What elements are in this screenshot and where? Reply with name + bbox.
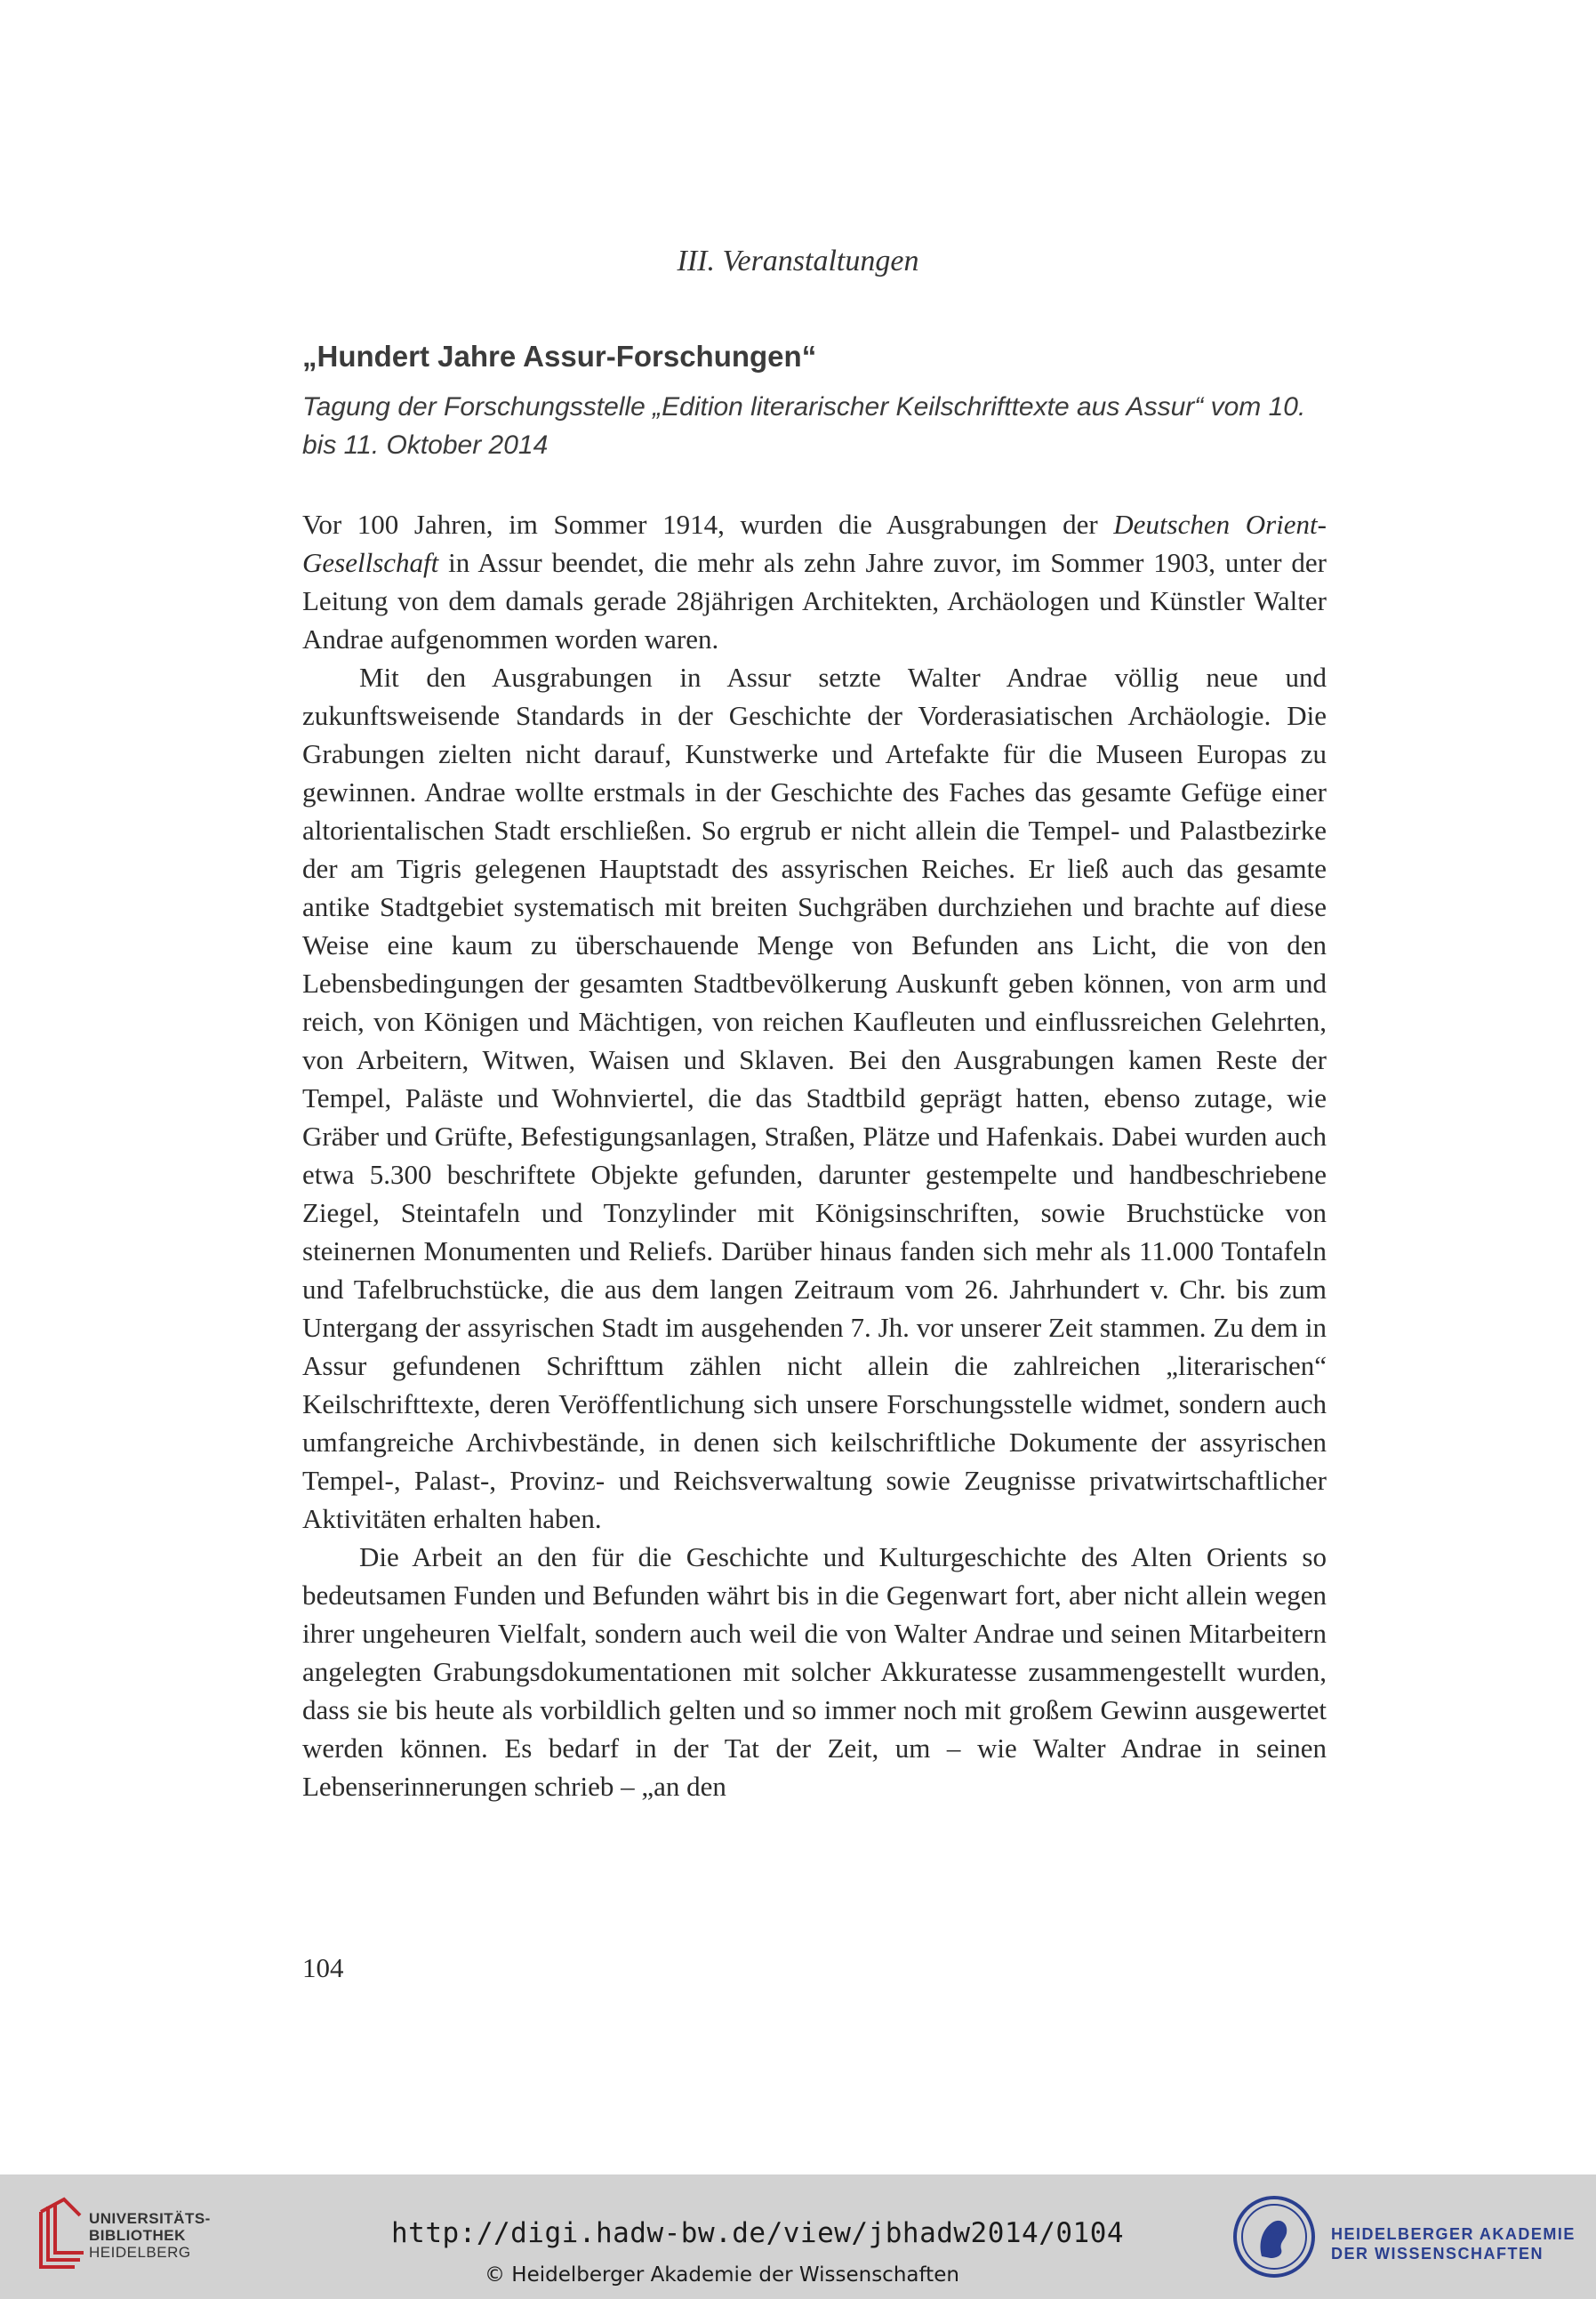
paragraph-1-end: in Assur beendet, die mehr als zehn Jahre zuvor, im Sommer 1903, unter der Leitung von dem damals gerade 28jährigen Architekten, Archäologen und Künstler Walter Andrae aufgenommen worden waren. <box>302 547 1327 655</box>
ub-line-1: UNIVERSITÄTS- <box>89 2210 211 2227</box>
copyright-notice: © Heidelberger Akademie der Wissenschaften <box>485 2263 959 2287</box>
page-number: 104 <box>302 1952 344 1983</box>
running-head: III. Veranstaltungen <box>677 245 919 277</box>
footer-bar <box>0 2174 1596 2299</box>
university-library-name <box>89 2210 211 2261</box>
paragraph-1 <box>302 505 1327 658</box>
paragraph-1-italic: Deutschen Orient-Gesellschaft <box>302 509 1327 578</box>
academy-line-1: HEIDELBERGER AKADEMIE <box>1331 2225 1576 2243</box>
ub-line-2: BIBLIOTHEK <box>89 2227 186 2244</box>
paragraph-2: Mit den Ausgrabungen in Assur setzte Walter Andrae völlig neue und zukunftsweisende Standards in der Geschichte der Vorderasiatischen Archäologie. Die Grabungen zielten nicht darauf, Kunstwerke und Artefakte für die Museen Europas zu gewinnen. Andrae wollte erstmals in der Geschichte des Faches das gesamte Gefüge einer altorientalischen Stadt erschließen. So ergrub er nicht allein die Tempel- und Palastbezirke der am Tigris gelegenen Hauptstadt des assyrischen Reiches. Er ließ auch das gesamte antike Stadtgebiet systematisch mit breiten Suchgräben durchziehen und brachte auf diese Weise eine kaum zu überschauende Menge von Befunden ans Licht, die von den Lebensbedingungen der gesamten Stadtbevölkerung Auskunft geben können, von arm und reich, von Königen und Mächtigen, von reichen Kaufleuten und einflussreichen Gelehrten, von Arbeitern, Witwen, Waisen und Sklaven. Bei den Ausgrabungen kamen Reste der Tempel, Paläste und Wohnviertel, die das Stadtbild geprägt hatten, ebenso zutage, wie Gräber und Grüfte, Befestigungsanlagen, Straßen, Plätze und Hafenkais. Dabei wurden auch etwa 5.300 beschriftete Objekte gefunden, darunter gestempelte und handbeschriebene Ziegel, Steintafeln und Tonzylinder mit Königsinschriften, sowie Bruchstücke von steinernen Monumenten und Reliefs. Darüber hinaus fanden sich mehr als 11.000 Tontafeln und Tafelbruchstücke, die aus dem langen Zeitraum vom 26. Jahrhundert v. Chr. bis zum Untergang der assyrischen Stadt im ausgehenden 7. Jh. vor unserer Zeit stammen. Zu dem in Assur gefundenen Schrifttum zählen nicht allein die zahlreichen „literarischen“ Keilschrifttexte, deren Veröffentlichung sich unsere Forschungsstelle widmet, sondern auch umfangreiche Archivbestände, in denen sich keilschriftliche Dokumente der assyrischen Tempel-, Palast-, Provinz- und Reichsverwaltung sowie Zeugnisse privatwirtschaftlicher Aktivitäten erhalten haben. <box>302 662 1327 1534</box>
academy-seal-icon <box>1231 2194 1317 2279</box>
paragraph-1-start: Vor 100 Jahren, im Sommer 1914, wurden die Ausgrabungen der <box>302 509 1114 540</box>
article-body <box>302 505 1327 1805</box>
permalink-url[interactable]: http://digi.hadw-bw.de/view/jbhadw2014/0104 <box>391 2217 1125 2249</box>
paragraph-3: Die Arbeit an den für die Geschichte und Kulturgeschichte des Alten Orients so bedeutsamen Funden und Befunden währt bis in die Gegenwart fort, aber nicht allein wegen ihrer ungeheuren Vielfalt, sondern auch weil die von Walter Andrae und seinen Mitarbeitern angelegten Grabungsdokumentationen mit solcher Akkuratesse zusammengestellt wurden, dass sie bis heute als vorbildlich gelten und so immer noch mit großem Gewinn ausgewertet werden können. Es bedarf in der Tat der Zeit, um – wie Walter Andrae in seinen Lebenserinnerungen schrieb – „an den <box>302 1541 1327 1802</box>
academy-line-2: DER WISSENSCHAFTEN <box>1331 2245 1544 2263</box>
article-subtitle: Tagung der Forschungsstelle „Edition literarischer Keilschrifttexte aus Assur“ vom 10. bis 11. Oktober 2014 <box>302 392 1306 460</box>
ub-line-3: HEIDELBERG <box>89 2244 191 2261</box>
academy-name <box>1331 2224 1576 2263</box>
article-title: „Hundert Jahre Assur-Forschungen“ <box>302 340 817 373</box>
university-library-logo-icon <box>25 2196 96 2276</box>
